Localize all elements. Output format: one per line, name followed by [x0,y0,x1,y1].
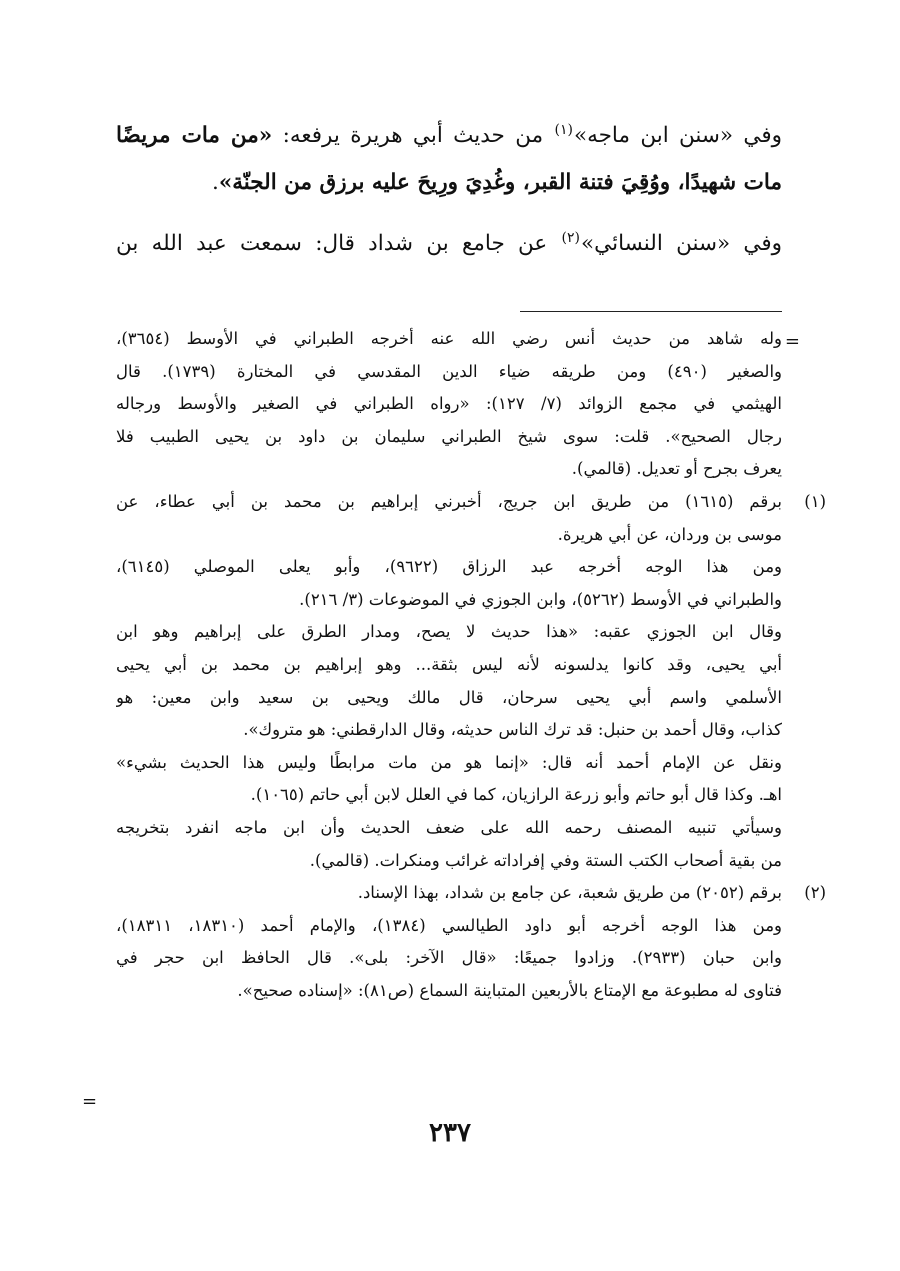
footnote-ref-1[interactable]: (١) [554,121,573,138]
footnote-1-number: (١) [804,491,826,511]
p1-end: . [211,170,219,195]
paragraph-ibn-majah [116,112,782,206]
footnote-line: يعرف بجرح أو تعديل. (قالمي). [571,459,782,479]
p1-intro: وفي «سنن ابن ماجه» [573,123,783,148]
footnote-line: وقال ابن الجوزي عقبه: «هذا حديث لا يصح، ومدار الطرق على إبراهيم وهو ابن [116,622,782,642]
p2-text: عن جامع بن شداد قال: سمعت عبد الله بن [116,231,561,256]
footnote-2 [116,877,826,1007]
continuation-mark-top: = [784,331,800,352]
p2-intro: وفي «سنن النسائي» [581,231,782,256]
footnote-line: ونقل عن الإمام أحمد أنه قال: «إنما هو من مات مرابطًا وليس هذا الحديث بشيء» [116,752,782,772]
hadith-quote: «من مات مريضًا مات شهيدًا، ووُقِيَ فتنة القبر، وغُدِيَ ورِيحَ عليه برزق من الجنّة» [116,123,782,195]
footnote-line: من بقية أصحاب الكتب الستة وفي إفراداته غرائب ومنكرات. (قالمي). [309,850,782,870]
footnote-line: أبي يحيى، وقد كانوا يدلسونه لأنه ليس بثقة... وهو إبراهيم بن محمد بن أبي يحيى [116,654,782,674]
footnote-line: موسى بن وردان، عن أبي هريرة. [557,524,782,544]
footnote-line: ومن هذا الوجه أخرجه أبو داود الطيالسي (١٣٨٤)، والإمام أحمد (١٨٣١٠، ١٨٣١١)، [116,915,782,935]
page-number: ٢٣٧ [429,1118,471,1148]
footnote-continued [116,323,782,486]
footnote-line: فتاوى له مطبوعة مع الإمتاع بالأربعين المتباينة السماع (ص٨١): «إسناده صحيح». [237,980,782,1000]
footnote-line: وسيأتي تنبيه المصنف رحمه الله على ضعف الحديث وأن ابن ماجه انفرد بتخريجه [116,817,782,837]
footnote-line: برقم (١٦١٥) من طريق ابن جريج، أخبرني إبراهيم بن محمد بن أبي عطاء، عن [116,491,782,511]
footnote-2-number: (٢) [804,883,826,903]
footnote-line: اهـ. وكذا قال أبو حاتم وأبو زرعة الرازيان، كما في العلل لابن أبي حاتم (١٠٦٥). [250,785,782,805]
main-text [116,112,782,267]
paragraph-nasai [116,220,782,267]
footnote-1 [116,486,826,877]
footnote-line: رجال الصحيح». قلت: سوى شيخ الطبراني سليمان بن داود بن يحيى الطبيب فلا [116,426,782,446]
footnotes [116,323,826,1007]
footnote-line: وابن حبان (٢٩٣٣). وزادوا جميعًا: «قال الآخر: بلى». قال الحافظ ابن حجر في [116,948,782,968]
footnote-line: الأسلمي واسم أبي يحيى سرحان، قال مالك ويحيى بن سعيد وابن معين: هو [116,687,782,707]
footnote-line: كذاب، وقال أحمد بن حنبل: قد ترك الناس حديثه، وقال الدارقطني: هو متروك». [243,720,782,740]
footnote-line: برقم (٢٠٥٢) من طريق شعبة، عن جامع بن شداد، بهذا الإسناد. [357,883,782,903]
continuation-mark-bottom: = [82,1091,98,1112]
footnote-line: والطبراني في الأوسط (٥٢٦٢)، وابن الجوزي في الموضوعات (٣/ ٢١٦). [299,589,782,609]
footnote-line: والصغير (٤٩٠) ومن طريقه ضياء الدين المقدسي في المختارة (١٧٣٩). قال [116,361,782,381]
footnote-separator [520,311,782,312]
footnote-line: وله شاهد من حديث أنس رضي الله عنه أخرجه الطبراني في الأوسط (٣٦٥٤)، [116,329,782,348]
p1-source: من حديث أبي هريرة يرفعه: [272,123,554,148]
footnote-line: الهيثمي في مجمع الزوائد (٧/ ١٢٧): «رواه الطبراني في الصغير والأوسط ورجاله [116,394,782,414]
footnote-line: ومن هذا الوجه أخرجه عبد الرزاق (٩٦٢٢)، وأبو يعلى الموصلي (٦١٤٥)، [116,557,782,577]
footnote-ref-2[interactable]: (٢) [561,229,581,246]
